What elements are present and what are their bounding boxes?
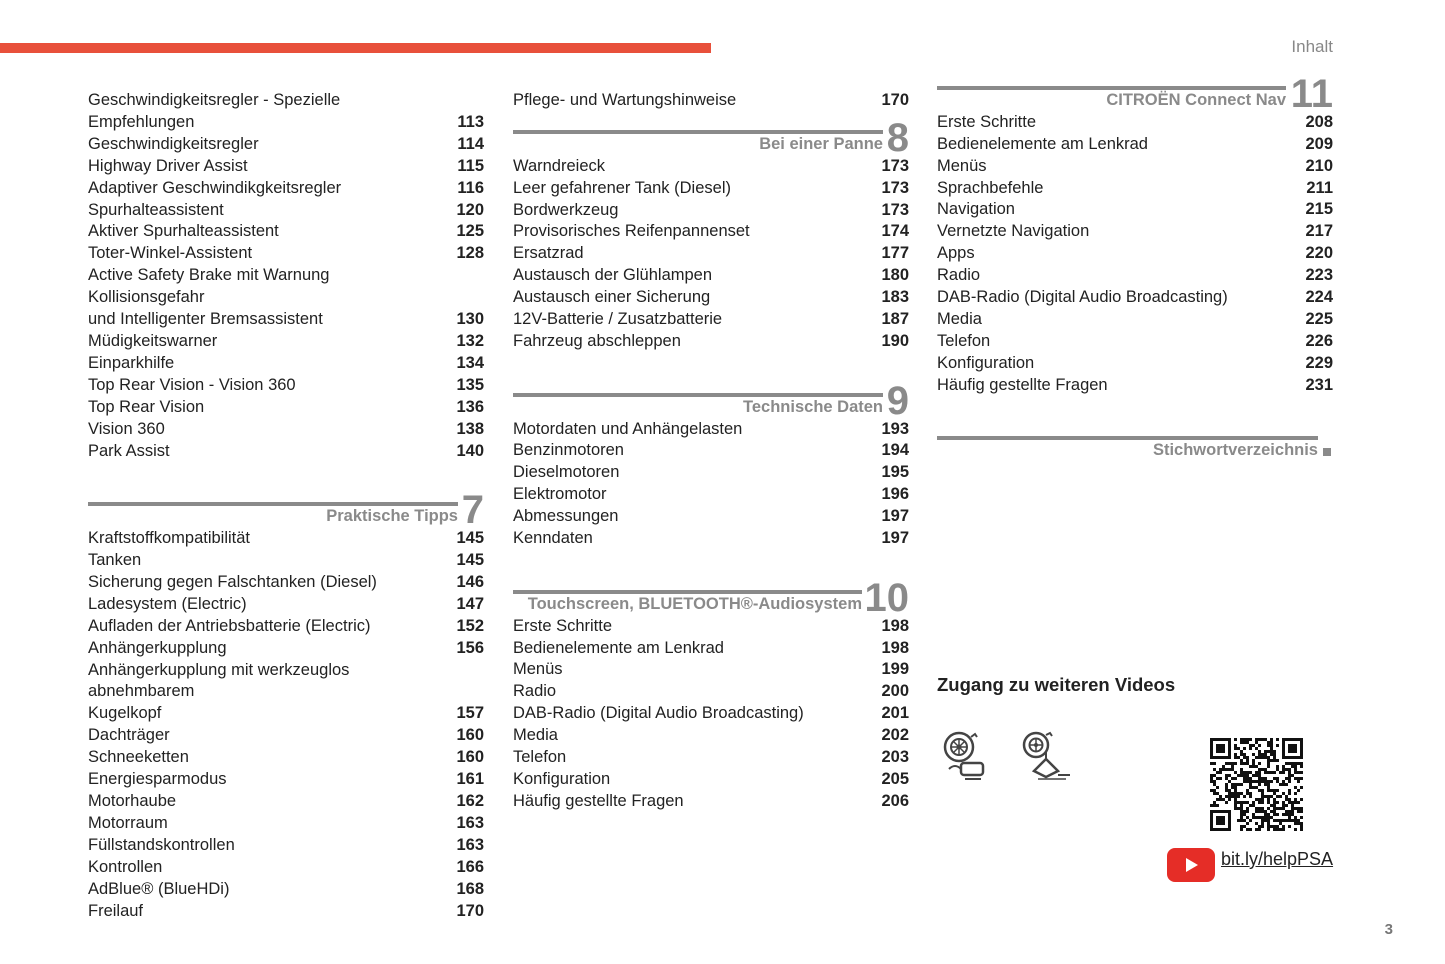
entry-title: Bedienelemente am Lenkrad [937,134,1148,153]
section-heading-11 [937,68,1333,116]
entry-title: Spurhalteassistent [88,200,224,219]
toc-entry[interactable] [937,178,1333,200]
toc-entry[interactable] [513,638,909,660]
entry-title: Media [937,309,982,328]
toc-entry[interactable] [937,309,1333,331]
entry-title: Abmessungen [513,507,619,526]
toc-entry[interactable] [88,265,484,309]
entry-title: Geschwindigkeitsregler - Spezielle [88,91,341,109]
toc-entry[interactable] [937,199,1333,221]
entry-page: 226 [1305,331,1333,350]
section-number: 7 [461,488,484,533]
section-label: Inhalt [1291,37,1333,56]
toc-entry[interactable] [88,550,484,572]
entry-page: 128 [456,244,484,263]
entry-page: 113 [457,112,484,131]
toc-entry[interactable] [88,353,484,375]
entry-title: Toter-Winkel-Assistent [88,244,253,263]
entry-title: Menüs [513,660,563,679]
toc-entry[interactable] [88,134,484,156]
section-number: 10 [864,575,909,620]
entry-title: Sicherung gegen Falschtanken (Diesel) [88,572,377,591]
entry-title: Radio [937,266,981,285]
toc-column-1 [88,90,484,922]
entry-title: Highway Driver Assist [88,156,248,175]
toc-entry[interactable] [937,265,1333,287]
toc-entry[interactable] [937,156,1333,178]
square-bullet-icon [1323,448,1331,456]
entry-page: 190 [881,331,909,350]
entry-page: 225 [1305,309,1333,328]
entry-title: Vernetzte Navigation [937,222,1090,241]
entry-title: Anhängerkupplung mit werkzeuglos abnehmbarem [88,660,350,701]
entry-page: 115 [457,156,484,175]
entry-page: 201 [881,704,909,723]
toc-list [513,156,909,353]
entry-page: 174 [881,222,909,241]
tyre-repair-kit-icon[interactable] [941,731,989,783]
section-title: Technische Daten [743,397,883,416]
entry-title: Bordwerkzeug [513,200,619,219]
entry-title: Füllstandskontrollen [88,835,235,854]
entry-title: Dieselmotoren [513,463,620,482]
section-number: 11 [1290,71,1333,116]
entry-title: Erste Schritte [937,112,1037,131]
entry-title: DAB-Radio (Digital Audio Broadcasting) [937,288,1228,307]
entry-page: 197 [881,529,909,548]
entry-page: 194 [881,441,909,460]
entry-title: Telefon [513,748,567,767]
entry-page: 187 [881,310,909,329]
play-icon [1184,857,1200,873]
entry-page: 198 [881,616,909,635]
toc-entry[interactable] [88,638,484,660]
toc-entry[interactable] [88,769,484,791]
entry-page: 210 [1305,156,1333,175]
section-heading-8 [513,112,909,160]
entry-title: Motordaten und Anhängelasten [513,419,743,438]
entry-page: 146 [456,572,484,591]
entry-title: Häufig gestellte Fragen [513,791,684,810]
entry-page: 152 [456,616,484,635]
entry-title: Energiesparmodus [88,770,227,789]
entry-page: 231 [1305,375,1333,394]
toc-entry[interactable] [513,703,909,725]
entry-page: 217 [1305,222,1333,241]
toc-entry[interactable] [88,419,484,441]
entry-page: 183 [881,288,909,307]
entry-page: 162 [456,791,484,810]
entry-page: 173 [881,178,909,197]
toc-column-3 [937,68,1333,462]
entry-page: 145 [456,529,484,548]
entry-page: 134 [456,353,484,372]
toc-entry[interactable] [513,484,909,506]
entry-page: 135 [456,375,484,394]
toc-entry[interactable] [513,791,909,813]
videos-title: Zugang zu weiteren Videos [937,674,1176,695]
entry-page: 170 [881,91,909,109]
entry-title: 12V-Batterie / Zusatzbatterie [513,310,723,329]
entry-title: Warndreieck [513,156,605,175]
entry-page: 203 [881,748,909,767]
entry-page: 125 [456,222,484,241]
entry-title: Kugelkopf [88,704,162,723]
entry-title: Motorraum [88,813,168,832]
entry-title: Telefon [937,331,991,350]
toc-entry[interactable] [513,725,909,747]
toc-entry[interactable] [88,879,484,901]
entry-page: 120 [456,200,484,219]
section-heading-10 [513,572,909,620]
toc-entry[interactable] [88,703,484,725]
entry-title: Apps [937,244,975,263]
toc-entry[interactable] [513,90,909,112]
toc-entry[interactable] [937,331,1333,353]
toc-entry[interactable] [937,221,1333,243]
entry-page: 205 [881,770,909,789]
entry-title: Tanken [88,551,142,569]
toc-entry[interactable] [937,112,1333,134]
entry-title: Leer gefahrener Tank (Diesel) [513,178,731,197]
entry-title: Anhängerkupplung [88,638,227,657]
toc-entry[interactable] [513,506,909,528]
entry-title: Top Rear Vision [88,397,205,416]
entry-title: Konfiguration [513,770,611,789]
entry-page: 193 [881,419,909,438]
entry-title: Active Safety Brake mit Warnung Kollisionsgefahr [88,266,330,307]
help-link[interactable]: bit.ly/helpPSA [1221,849,1334,869]
toc-entry[interactable] [88,112,484,134]
entry-title: Einparkhilfe [88,353,175,372]
toc-entry[interactable] [937,243,1333,265]
entry-page: 173 [881,156,909,175]
toc-entry[interactable] [88,178,484,200]
toc-entry[interactable] [88,243,484,265]
entry-page: 197 [881,507,909,526]
toc-list [513,419,909,550]
entry-page: 220 [1305,244,1333,263]
entry-page: 140 [456,441,484,460]
entry-page: 116 [457,178,484,197]
toc-entry[interactable] [88,725,484,747]
entry-page: 156 [456,638,484,657]
entry-title: Menüs [937,156,987,175]
entry-page: 114 [457,134,484,153]
entry-title: Aufladen der Antriebsbatterie (Electric) [88,616,371,635]
toc-list [937,112,1333,397]
entry-page: 223 [1305,266,1333,285]
entry-page: 160 [456,726,484,745]
entry-title: AdBlue® (BlueHDi) [88,879,230,898]
youtube-play-button[interactable] [1167,848,1215,882]
entry-page: 224 [1305,288,1333,307]
entry-title: Müdigkeitswarner [88,331,218,350]
toc-entry[interactable] [513,419,909,441]
index-heading [937,418,1333,462]
toc-entry[interactable] [88,90,484,112]
entry-page: 145 [456,551,484,569]
toc-entry[interactable] [513,331,909,353]
entry-title: Fahrzeug abschleppen [513,331,681,350]
entry-page: 147 [456,594,484,613]
entry-title: Provisorisches Reifenpannenset [513,222,750,241]
toc-list [88,90,484,462]
section-title: Praktische Tipps [326,507,458,526]
toc-entry[interactable] [88,594,484,616]
entry-page: 157 [456,704,484,723]
entry-page: 132 [456,331,484,350]
entry-page: 138 [456,419,484,438]
entry-page: 161 [456,770,484,789]
entry-page: 168 [456,879,484,898]
toc-entry[interactable] [513,309,909,331]
entry-page: 180 [881,266,909,285]
toc-entry[interactable] [937,353,1333,375]
entry-title: Freilauf [88,901,144,920]
toc-entry[interactable] [88,791,484,813]
toc-entry[interactable] [88,309,484,331]
toc-list [513,616,909,813]
qr-code[interactable] [1210,738,1303,831]
accent-bar [0,43,711,53]
entry-title: Kraftstoffkompatibilität [88,529,251,548]
toc-entry[interactable] [513,769,909,791]
toc-entry[interactable] [937,375,1333,397]
entry-title: Elektromotor [513,485,607,504]
entry-title: Austausch einer Sicherung [513,288,711,307]
toc-entry[interactable] [513,156,909,178]
entry-title: Motorhaube [88,791,177,810]
toc-entry[interactable] [88,528,484,550]
entry-page: 196 [881,485,909,504]
toc-entry[interactable] [513,616,909,638]
toc-entry[interactable] [88,331,484,353]
toc-entry[interactable] [88,660,484,704]
toc-entry[interactable] [88,616,484,638]
entry-title: Benzinmotoren [513,441,624,460]
entry-title: Austausch der Glühlampen [513,266,713,285]
section-heading-7 [88,484,484,533]
toc-entry[interactable] [513,265,909,287]
entry-page: 199 [881,660,909,679]
entry-page: 166 [456,857,484,876]
entry-page: 200 [881,682,909,701]
entry-title: Media [513,726,558,745]
section-title: Bei einer Panne [759,134,883,153]
toc-entry[interactable] [513,243,909,265]
entry-title: Dachträger [88,726,170,745]
toc-entry[interactable] [513,287,909,309]
entry-title: Aktiver Spurhalteassistent [88,222,279,241]
entry-title: Sprachbefehle [937,178,1044,197]
toc-entry[interactable] [513,462,909,484]
entry-title: Top Rear Vision - Vision 360 [88,375,296,394]
toc-entry[interactable] [937,134,1333,156]
entry-title: Park Assist [88,441,170,460]
entry-page: 177 [881,244,909,263]
entry-title: Radio [513,682,557,701]
toc-entry[interactable] [513,681,909,703]
toc-entry[interactable] [513,178,909,200]
entry-title: Empfehlungen [88,112,195,131]
entry-page: 163 [456,835,484,854]
toc-entry[interactable] [88,857,484,879]
section-title: CITROËN Connect Nav [1106,90,1286,109]
entry-page: 173 [881,200,909,219]
entry-title: Kontrollen [88,857,163,876]
entry-title: Geschwindigkeitsregler [88,134,259,153]
toc-entry[interactable] [88,901,484,923]
entry-title: Kenndaten [513,529,593,548]
index-title[interactable]: Stichwortverzeichnis [1152,441,1318,460]
toc-entry[interactable] [88,813,484,835]
entry-title: Pflege- und Wartungshinweise [513,91,737,109]
entry-page: 198 [881,638,909,657]
entry-page: 209 [1305,134,1333,153]
entry-title: Konfiguration [937,353,1035,372]
entry-page: 215 [1305,200,1333,219]
toc-entry[interactable] [88,375,484,397]
entry-title: Vision 360 [88,419,165,438]
entry-page: 195 [881,463,909,482]
entry-page: 211 [1306,178,1333,197]
toc-entry[interactable] [513,200,909,222]
toc-entry[interactable] [88,221,484,243]
toc-entry[interactable] [88,835,484,857]
entry-title: Erste Schritte [513,616,613,635]
entry-page: 163 [456,813,484,832]
toc-list [513,90,909,112]
toc-entry[interactable] [88,441,484,463]
spare-wheel-jack-icon[interactable] [1020,731,1072,783]
toc-entry[interactable] [88,200,484,222]
entry-page: 160 [456,748,484,767]
section-number: 9 [886,378,909,423]
section-title: Touchscreen, BLUETOOTH®-Audiosystem [527,594,862,613]
entry-page: 208 [1305,112,1333,131]
toc-entry[interactable] [513,440,909,462]
section-heading-9 [513,375,909,423]
entry-title: Navigation [937,200,1015,219]
toc-entry[interactable] [88,397,484,419]
toc-entry[interactable] [513,747,909,769]
toc-entry[interactable] [937,287,1333,309]
toc-entry[interactable] [513,659,909,681]
entry-page: 202 [881,726,909,745]
entry-title: DAB-Radio (Digital Audio Broadcasting) [513,704,804,723]
toc-column-2 [513,90,909,813]
entry-title: Häufig gestellte Fragen [937,375,1108,394]
toc-list [88,528,484,922]
section-number: 8 [886,115,909,160]
toc-entry[interactable] [513,528,909,550]
entry-page: 229 [1305,353,1333,372]
entry-title: Adaptiver Geschwindikgkeitsregler [88,178,342,197]
toc-entry[interactable] [513,221,909,243]
toc-entry[interactable] [88,572,484,594]
entry-title: Ladesystem (Electric) [88,594,247,613]
entry-title: Ersatzrad [513,244,584,263]
entry-title: Bedienelemente am Lenkrad [513,638,724,657]
page-number: 3 [1384,921,1393,938]
entry-title: Schneeketten [88,748,189,767]
entry-page: 170 [456,901,484,920]
entry-title: und Intelligenter Bremsassistent [88,310,323,329]
toc-entry[interactable] [88,747,484,769]
toc-entry[interactable] [88,156,484,178]
entry-page: 136 [456,397,484,416]
entry-page: 130 [456,310,484,329]
entry-page: 206 [881,791,909,810]
